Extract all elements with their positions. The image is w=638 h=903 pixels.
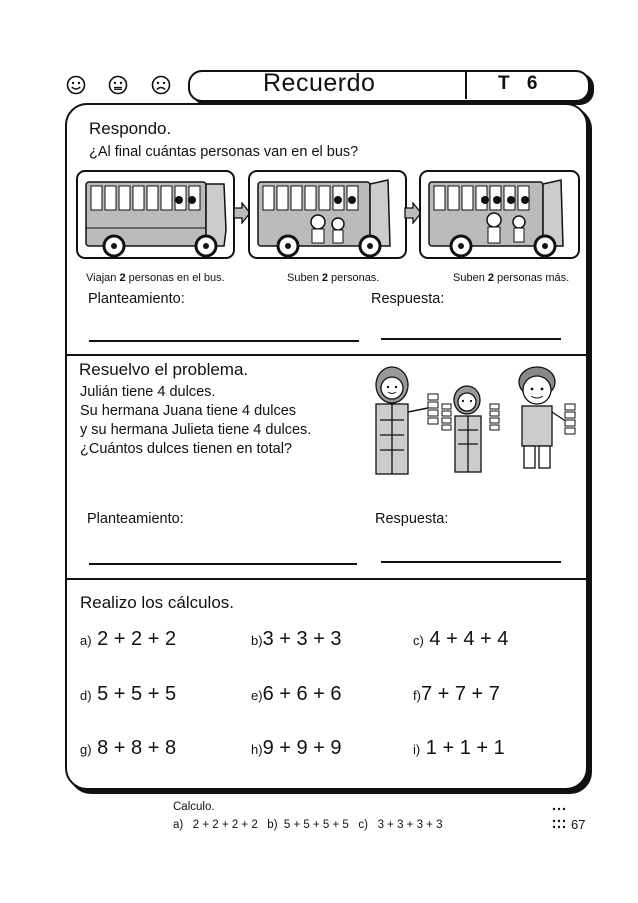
calculation-item: g) 8 + 8 + 8	[80, 737, 177, 759]
dots-icon	[552, 806, 566, 830]
problem-line: Julián tiene 4 dulces.	[80, 384, 216, 400]
planteamiento-answer-line[interactable]	[89, 340, 359, 342]
section1-question: ¿Al final cuántas personas van en el bus?	[89, 144, 359, 160]
calculation-item: e)6 + 6 + 6	[251, 683, 342, 705]
planteamiento-label: Planteamiento:	[87, 511, 184, 527]
calculation-item: d) 5 + 5 + 5	[80, 683, 177, 705]
bus-2-caption: Suben 2 personas.	[287, 272, 380, 284]
footer-heading: Calculo.	[173, 801, 215, 813]
calculation-item: h)9 + 9 + 9	[251, 737, 342, 759]
section-divider	[67, 578, 586, 580]
bus-2-illustration	[248, 170, 408, 260]
calculation-item: i) 1 + 1 + 1	[413, 737, 505, 759]
problem-line: ¿Cuántos dulces tienen en total?	[80, 441, 292, 457]
calculation-item: a) 2 + 2 + 2	[80, 628, 177, 650]
problem-line: y su hermana Julieta tiene 4 dulces.	[80, 422, 312, 438]
calculation-item: f)7 + 7 + 7	[413, 683, 500, 705]
unit-label: T 6	[498, 73, 544, 94]
children-with-candies-illustration	[362, 360, 587, 480]
respuesta-label: Respuesta:	[375, 511, 449, 527]
problem-line: Su hermana Juana tiene 4 dulces	[80, 403, 297, 419]
respuesta-label: Respuesta:	[371, 291, 445, 307]
section3-title: Realizo los cálculos.	[80, 593, 235, 612]
calculation-item: b)3 + 3 + 3	[251, 628, 342, 650]
happy-face-icon	[66, 75, 86, 95]
bus-3-caption: Suben 2 personas más.	[453, 272, 570, 284]
page-number: 67	[571, 817, 586, 832]
respuesta-answer-line[interactable]	[381, 338, 561, 340]
bus-1-illustration	[76, 170, 236, 260]
respuesta-answer-line[interactable]	[381, 561, 561, 563]
planteamiento-answer-line[interactable]	[89, 563, 357, 565]
bus-3-illustration	[419, 170, 581, 260]
title-divider	[465, 71, 467, 99]
section-divider	[67, 354, 586, 356]
sad-face-icon	[151, 75, 171, 95]
section2-title: Resuelvo el problema.	[79, 360, 249, 379]
neutral-face-icon	[108, 75, 128, 95]
footer-exercises: a) 2 + 2 + 2 + 2 b) 5 + 5 + 5 + 5 c) 3 + 3 + 3 + 3	[173, 819, 443, 831]
bus-1-caption: Viajan 2 personas en el bus.	[86, 272, 225, 284]
calculation-item: c) 4 + 4 + 4	[413, 628, 509, 650]
planteamiento-label: Planteamiento:	[88, 291, 185, 307]
page-title: Recuerdo	[263, 69, 376, 97]
section1-title: Respondo.	[89, 119, 172, 138]
